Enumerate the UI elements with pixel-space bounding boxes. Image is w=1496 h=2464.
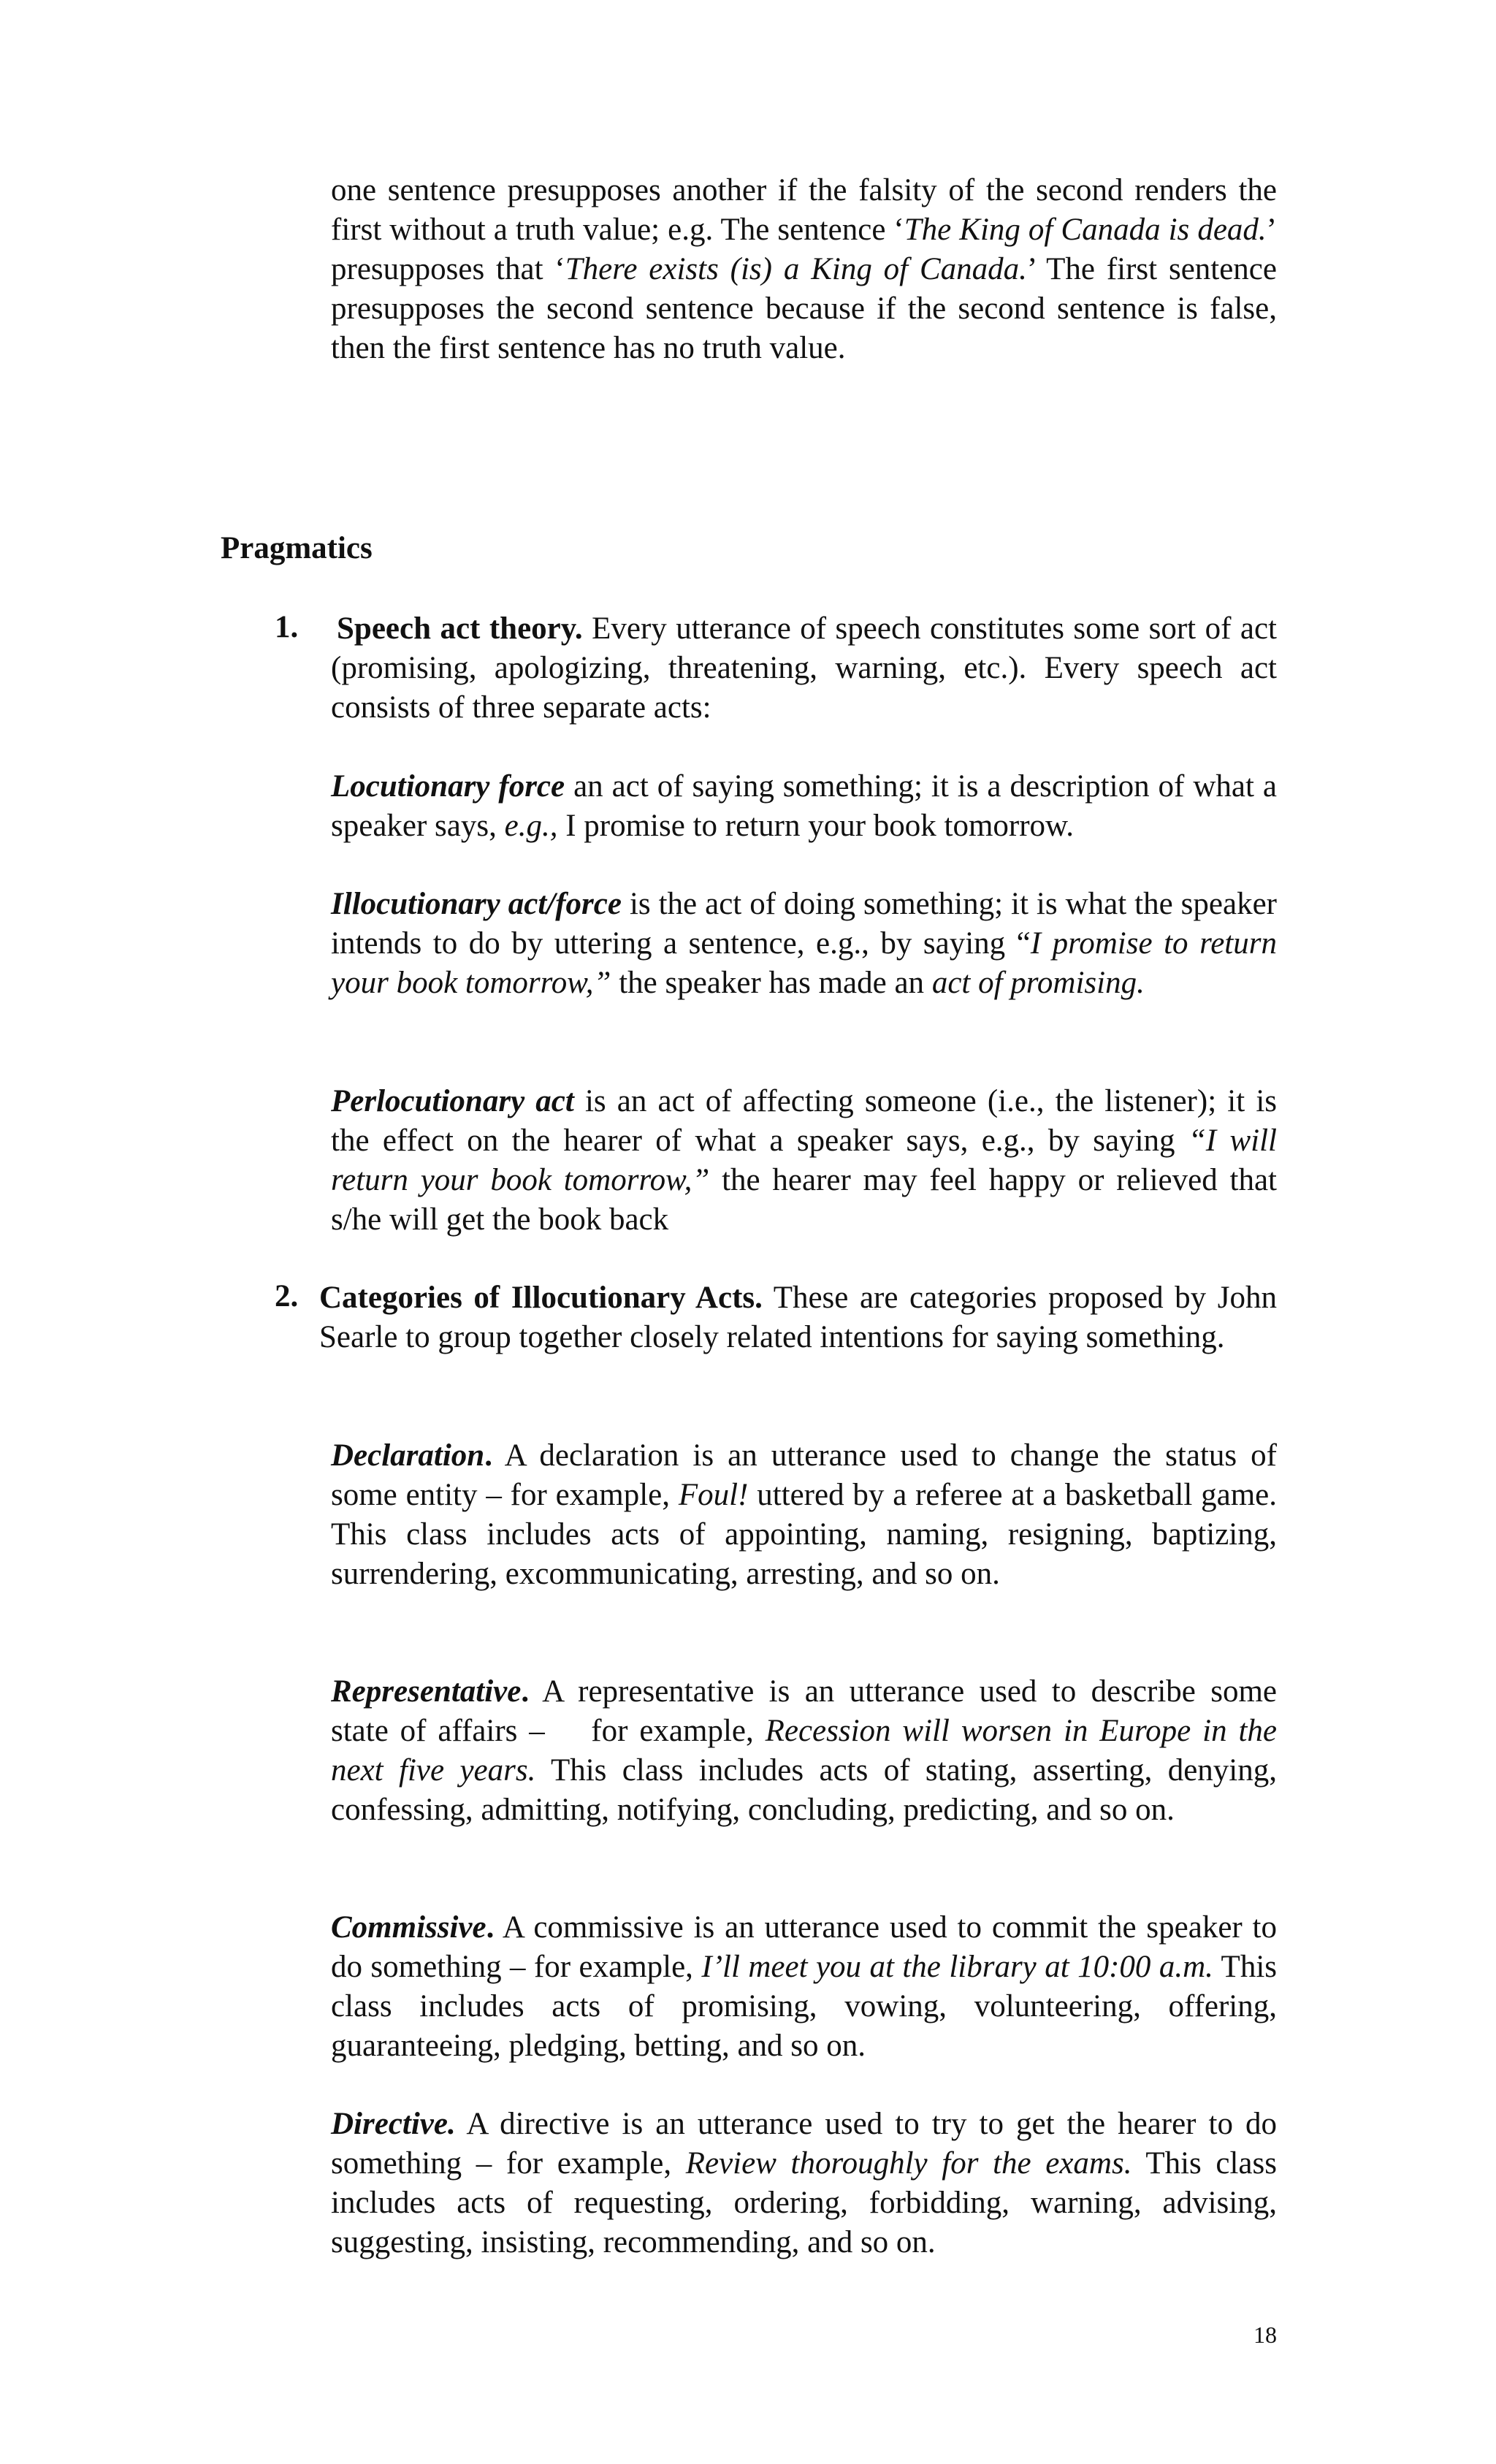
text-run: These are categories proposed by John Searle to group together closely related intentions for saying something. [319, 1281, 1278, 1354]
text-run: A declaration is an utterance used to change the status of some entity – for example, [331, 1438, 1277, 1512]
example-sentence: Foul! [678, 1478, 749, 1512]
text-run: e.g., [504, 809, 558, 843]
text-run: the hearer may feel happy or relieved that s/he will get the book back [331, 1163, 1277, 1237]
text-run: ’ presupposes that ‘ [331, 213, 1277, 286]
text-run: This class includes acts of stating, asserting, denying, confessing, admitting, notifying, concluding, predicting, and so on. [331, 1753, 1277, 1827]
item-title: Speech act theory. [337, 611, 583, 646]
example-sentence: I’ll meet you at the library at 10:00 a.m. [701, 1950, 1213, 1984]
text-run: uttered by a referee at a basketball game. This class includes acts of appointing, naming, resigning, baptizing, surrendering, excommunicating, arresting, and so on. [331, 1478, 1277, 1591]
quoted-example: I promise to return your book tomorrow,” [331, 926, 1277, 1000]
term: Directive. [331, 2107, 456, 2141]
speech-act-paragraph [331, 609, 1277, 728]
section-heading: Pragmatics [221, 531, 373, 565]
locutionary-paragraph [331, 767, 1277, 846]
text-run: A commissive is an utterance used to commit the speaker to do something – for example, [331, 1910, 1277, 1984]
declaration-paragraph [331, 1436, 1277, 1594]
representative-paragraph [331, 1672, 1285, 1830]
text-run: . [484, 1438, 492, 1473]
text-run: ’ The first sentence presupposes the second sentence because if the second sentence is false, then the first sentence has no truth value. [331, 252, 1277, 365]
text-run: an act of saying something; it is a description of what a speaker says, [331, 769, 1278, 843]
example-sentence: The King of Canada is dead. [904, 213, 1267, 247]
text-run: . [486, 1910, 495, 1945]
example-sentence: There exists (is) a King of Canada. [565, 252, 1027, 286]
term: Commissive [331, 1910, 486, 1945]
term: Representative [331, 1674, 522, 1709]
term: Locutionary force [331, 769, 565, 804]
text-run: A representative is an utterance used to describe some state of affairs – for example, [331, 1674, 1285, 1748]
item-title: Categories of Illocutionary Acts. [319, 1281, 763, 1315]
page-number: 18 [1253, 2322, 1277, 2348]
directive-paragraph [331, 2105, 1277, 2262]
text-run: I promise to return your book tomorrow. [557, 809, 1075, 843]
text-run: Every utterance of speech constitutes some sort of act (promising, apologizing, threatening, warning, etc.). Every speech act consists of three separate acts: [331, 611, 1277, 725]
illocutionary-paragraph [331, 885, 1277, 1003]
commissive-paragraph [331, 1908, 1277, 2066]
text-run: . [521, 1674, 530, 1709]
text-run: This class includes acts of promising, vowing, volunteering, offering, guaranteeing, pledging, betting, and so on. [331, 1950, 1277, 2063]
term: Declaration [331, 1438, 485, 1473]
perlocutionary-paragraph [331, 1082, 1277, 1240]
example-sentence: Review thoroughly for the exams. [685, 2146, 1132, 2181]
example-sentence: Recession will worsen in Europe in the next five years. [331, 1714, 1277, 1788]
list-number: 2. [275, 1279, 299, 1313]
text-run: is the act of doing something; it is what the speaker intends to do by uttering a sentence, e.g., by saying “ [331, 887, 1277, 961]
list-number: 1. [275, 610, 299, 644]
text-run: act of promising. [931, 966, 1145, 1000]
quoted-example: “I will return your book tomorrow,” [331, 1124, 1277, 1197]
text-run: the speaker has made an [611, 966, 932, 1000]
text-run: is an act of affecting someone (i.e., the listener); it is the effect on the hearer of what a speaker says, e.g., by saying [331, 1084, 1277, 1158]
presupposition-paragraph [331, 171, 1277, 368]
term: Perlocutionary act [331, 1084, 574, 1118]
text-run: one sentence presupposes another if the falsity of the second renders the first without a truth value; e.g. The sentence ‘ [331, 173, 1277, 247]
text-run: This class includes acts of requesting, ordering, forbidding, warning, advising, suggesting, insisting, recommending, and so on. [331, 2146, 1277, 2259]
text-run: A directive is an utterance used to try to get the hearer to do something – for example, [331, 2107, 1277, 2181]
categories-paragraph [319, 1278, 1277, 1357]
term: Illocutionary act/force [331, 887, 622, 921]
